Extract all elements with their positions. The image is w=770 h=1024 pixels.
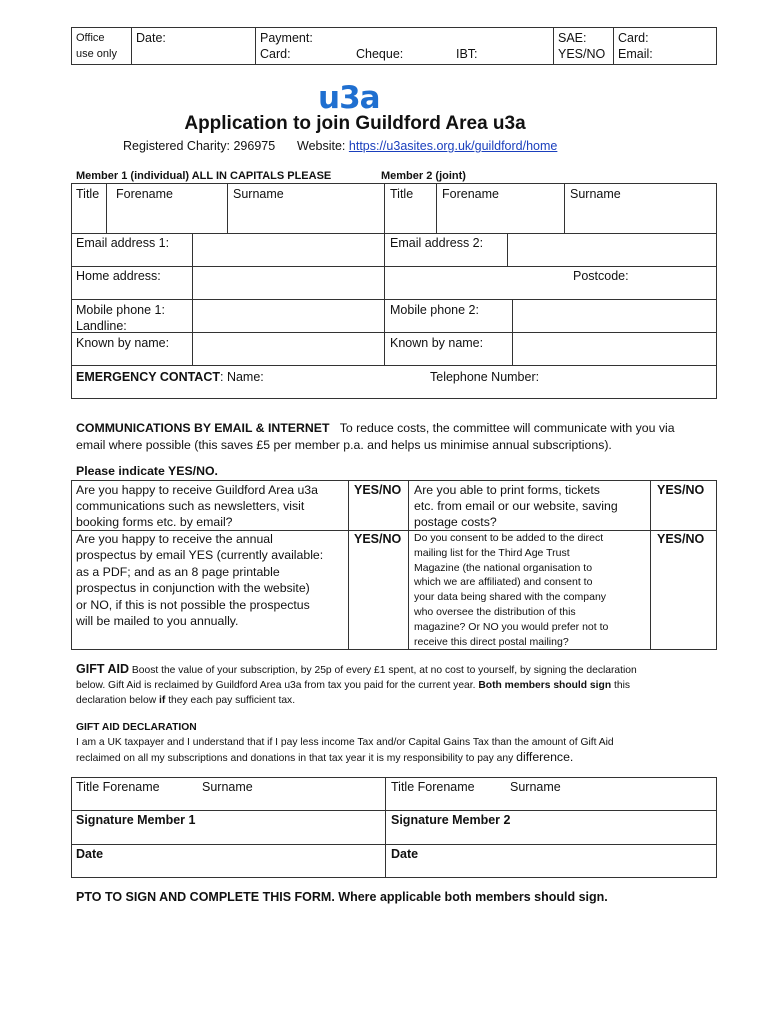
q4: [414, 531, 608, 649]
sig-surname-2[interactable]: Surname: [510, 780, 561, 794]
emergency-contact: [76, 369, 264, 385]
email2-label: Email address 2:: [390, 236, 484, 250]
office-date-cell[interactable]: [132, 28, 256, 65]
office-payment-cell[interactable]: [256, 28, 554, 65]
comms-heading: COMMUNICATIONS BY EMAIL & INTERNET: [76, 421, 330, 435]
m2-title[interactable]: Title: [390, 187, 414, 201]
giftaid-heading: GIFT AID: [76, 662, 130, 676]
q2-yesno[interactable]: YES/NO: [657, 483, 705, 497]
q1-line: booking forms etc. by email?: [76, 515, 233, 529]
office-sae-value: YES/NO: [558, 47, 606, 61]
pto-instruction: PTO TO SIGN AND COMPLETE THIS FORM. Where applicable both members should sign.: [76, 890, 608, 904]
mobile2-label: Mobile phone 2:: [390, 303, 479, 317]
office-cheque-label: Cheque:: [356, 47, 404, 61]
office-card2-label: Card:: [618, 31, 649, 45]
office-use-cell: [72, 28, 132, 65]
office-use-line2: use only: [76, 48, 117, 60]
known-by1-label: Known by name:: [76, 336, 170, 350]
q3-yesno[interactable]: YES/NO: [354, 532, 402, 546]
giftaid-declaration-heading: GIFT AID DECLARATION: [76, 722, 197, 733]
comms-line1: [76, 420, 716, 437]
q4-line: magazine? Or NO you would prefer not to: [414, 620, 609, 633]
q2-line: postage costs?: [414, 515, 497, 529]
q4-yesno[interactable]: YES/NO: [657, 532, 705, 546]
giftaid-line2: [76, 678, 630, 693]
office-card-cell[interactable]: [614, 28, 717, 65]
giftaid-decl1: I am a UK taxpayer and I understand that if I pay less income Tax and/or Capital Gains Tax than the amount of Gift Aid: [76, 737, 614, 748]
please-indicate: Please indicate YES/NO.: [76, 464, 218, 478]
member2-label: Member 2 (joint): [381, 170, 466, 182]
office-sae-cell[interactable]: [554, 28, 614, 65]
q4-line: your data being shared with the company: [414, 591, 607, 604]
giftaid-text2b: Both members should sign: [478, 680, 612, 691]
giftaid-line3: [76, 693, 295, 708]
q3-line: as a PDF; and as an 8 page printable: [76, 564, 280, 579]
sig-title-forename-2[interactable]: Title Forename: [391, 780, 475, 794]
known-by2-label: Known by name:: [390, 336, 484, 350]
q2: [414, 482, 618, 530]
q1-line: communications such as newsletters, visit: [76, 499, 305, 513]
postcode-label: Postcode:: [573, 269, 629, 283]
office-payment-label: Payment:: [260, 31, 313, 45]
giftaid-text2c: this: [613, 680, 631, 691]
member1-label: Member 1 (individual) ALL IN CAPITALS PLEASE: [76, 170, 332, 182]
comms-text1: To reduce costs, the committee will communicate with you via: [339, 421, 675, 435]
giftaid-text3a: declaration below: [76, 695, 157, 706]
q4-line: receive this direct postal mailing?: [414, 635, 569, 648]
emergency-name-label: : Name:: [220, 370, 264, 384]
comms-text2: email where possible (this saves £5 per member p.a. and helps us minimise annual subscriptions).: [76, 438, 612, 452]
email1-label: Email address 1:: [76, 236, 170, 250]
signature-member2[interactable]: Signature Member 2: [391, 813, 511, 827]
q3-line: Are you happy to receive the annual: [76, 532, 273, 546]
website-link[interactable]: https://u3asites.org.uk/guildford/home: [348, 139, 558, 153]
page-title: Application to join Guildford Area u3a: [184, 113, 526, 134]
sig-title-forename-1[interactable]: Title Forename: [76, 780, 160, 794]
giftaid-decl2b: difference.: [516, 750, 574, 764]
office-use-table: [71, 27, 717, 65]
q4-line: Magazine (the national organisation to: [414, 561, 593, 574]
registered-charity: Registered Charity: 296975: [123, 139, 276, 153]
signature-member1[interactable]: Signature Member 1: [76, 813, 196, 827]
office-email-label: Email:: [618, 47, 653, 61]
office-date-label: Date:: [136, 31, 166, 45]
q1: [76, 482, 318, 530]
telephone-label: Telephone Number:: [430, 370, 540, 384]
q4-line: Do you consent to be added to the direct: [414, 532, 604, 544]
giftaid-text3c: they each pay sufficient tax.: [168, 695, 296, 706]
home-address-label: Home address:: [76, 269, 161, 283]
sig-date-1[interactable]: Date: [76, 847, 104, 861]
website: [297, 139, 557, 153]
q2-line: Are you able to print forms, tickets: [414, 483, 600, 497]
giftaid-text1: Boost the value of your subscription, by 25p of every £1 spent, at no cost to yourself, by signing the declaration: [131, 665, 637, 676]
q1-line: Are you happy to receive Guildford Area u3a: [76, 483, 318, 497]
sig-date-2[interactable]: Date: [391, 847, 419, 861]
mobile1-label: Mobile phone 1:: [76, 303, 165, 317]
m1-forename[interactable]: Forename: [116, 187, 173, 201]
sig-surname-1[interactable]: Surname: [202, 780, 253, 794]
office-card-label: Card:: [260, 47, 291, 61]
giftaid-decl2: [76, 750, 573, 766]
emergency-label: EMERGENCY CONTACT: [76, 370, 220, 384]
m1-surname[interactable]: Surname: [233, 187, 284, 201]
member-details-box: [71, 183, 717, 399]
giftaid-text3b: if: [159, 695, 166, 706]
q3-line: prospectus in conjunction with the website): [76, 581, 310, 596]
q3-line: will be mailed to you annually.: [76, 614, 239, 629]
q3-line: prospectus by email YES (currently available:: [76, 548, 324, 563]
giftaid-line1: [76, 662, 637, 678]
landline-label: Landline:: [76, 319, 127, 333]
u3a-logo: u3a: [318, 80, 380, 116]
q4-line: mailing list for the Third Age Trust: [414, 546, 570, 559]
q1-yesno[interactable]: YES/NO: [354, 483, 402, 497]
m1-title[interactable]: Title: [76, 187, 100, 201]
m2-forename[interactable]: Forename: [442, 187, 499, 201]
q4-line: which we are affiliated) and consent to: [414, 576, 593, 589]
q3: [76, 531, 323, 629]
q2-line: etc. from email or our website, saving: [414, 499, 618, 513]
office-sae-label: SAE:: [558, 31, 587, 45]
giftaid-text2a: below. Gift Aid is reclaimed by Guildford Area u3a from tax you paid for the current year.: [76, 680, 476, 691]
q3-line: or NO, if this is not possible the prospectus: [76, 597, 310, 612]
office-use-line1: Office: [76, 32, 105, 44]
website-label: Website:: [297, 139, 346, 153]
q4-line: who oversee the distribution of this: [414, 605, 576, 618]
giftaid-decl2a: reclaimed on all my subscriptions and donations in that tax year it is my responsibility to pay any: [76, 753, 514, 764]
m2-surname[interactable]: Surname: [570, 187, 621, 201]
office-ibt-label: IBT:: [456, 47, 478, 61]
